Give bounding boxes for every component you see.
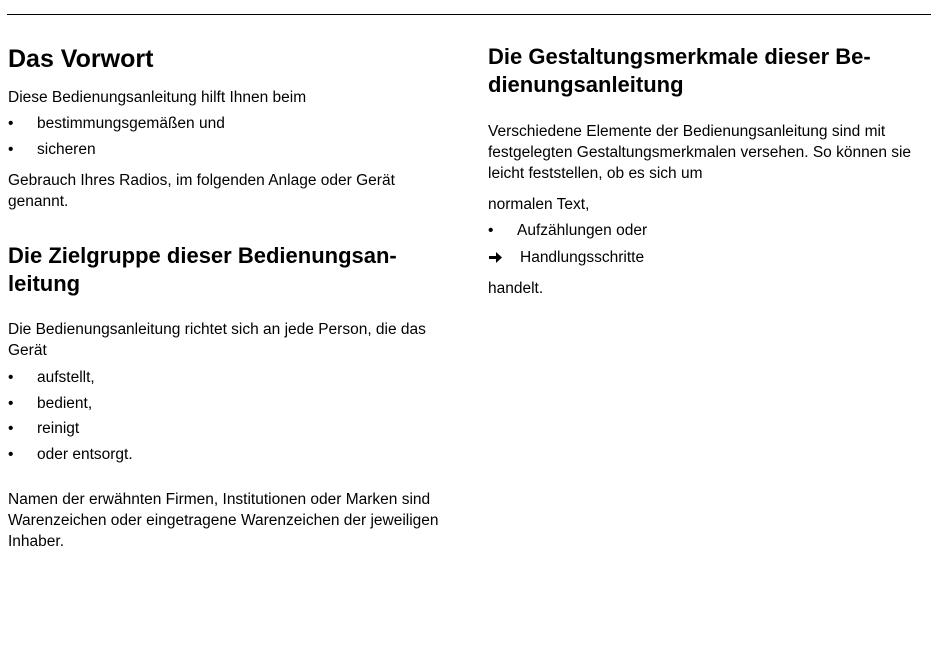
bullet-icon: • [488,222,494,239]
bullet-icon: • [8,369,14,386]
bullet-icon: • [8,115,14,132]
audience-intro: Die Bedienungsanleitung richtet sich an jede Person, die das Gerät [8,321,426,359]
normal-text-label: normalen Text, [488,196,590,213]
bullet-icon: • [8,420,14,437]
bullet-icon: • [8,141,14,158]
section-title-preface: Das Vorwort [8,45,154,73]
section-heading-audience: Die Zielgruppe dieser Bedienungsan-leitung [8,243,397,296]
trademark-note: Namen der erwähnten Firmen, Institutionen oder Marken sind Warenzeichen oder eingetragene Warenzeichen der jeweiligen Inhaber. [8,491,439,550]
bullet-icon: • [8,446,14,463]
closing-text: handelt. [488,280,544,297]
arrow-right-icon [488,247,503,274]
bullet-icon: • [8,395,14,412]
preface-usage: Gebrauch Ihres Radios, im folgenden Anlage oder Gerät genannt. [8,172,395,210]
top-rule [7,14,931,15]
section-heading-features: Die Gestaltungsmerkmale dieser Be-dienungsanleitung [488,44,871,97]
features-intro: Verschiedene Elemente der Bedienungsanleitung sind mit festgelegten Gestaltungsmerkmalen versehen. So können sie leicht feststellen, ob es sich um [488,123,912,182]
preface-intro: Diese Bedienungsanleitung hilft Ihnen beim [8,89,307,106]
